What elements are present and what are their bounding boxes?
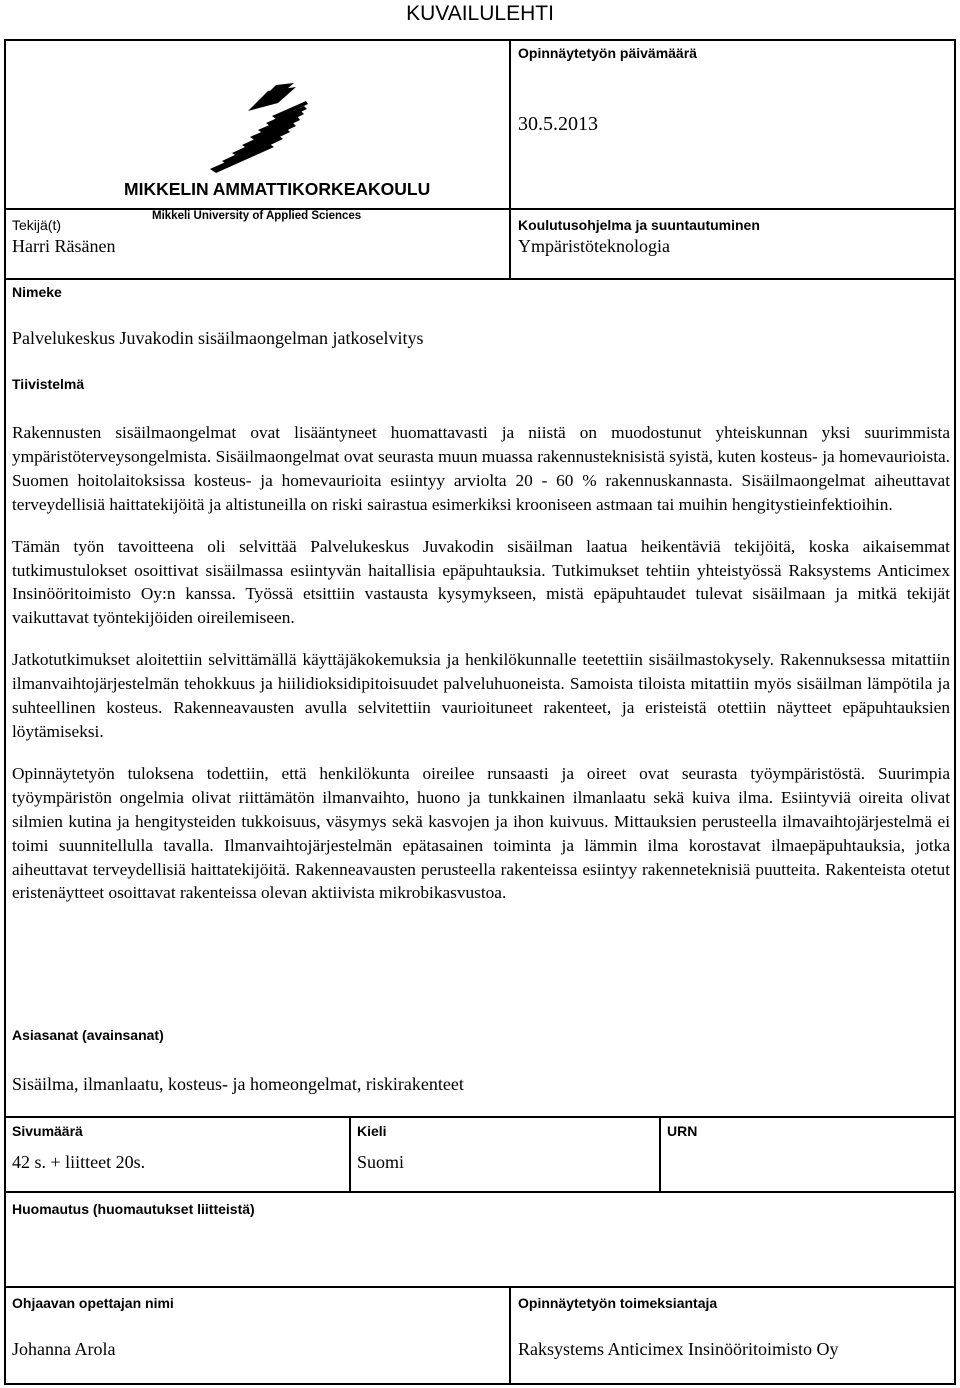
language-value: Suomi xyxy=(357,1152,405,1172)
title-label: Nimeke xyxy=(12,284,62,300)
urn-label: URN xyxy=(667,1123,698,1139)
logo-graphic xyxy=(118,81,431,226)
abstract-paragraph: Tämän työn tavoitteena oli selvittää Palvelukeskus Juvakodin sisäilman laatua heikentäviä tekijöitä, koska aikaisemmat tutkimustulokset osoittivat sisäilmassa esiintyvän haitallisia epäpuhtauksia. Tutkimukset tehtiin yhteistyössä Raksystems Anticimex Insinööritoimisto Oy:n kanssa. Työssä etsittiin vastausta kysymykseen, mistä epäpuhtaudet tulevat sisäilmaan ja mitkä tekijät vaikuttavat työntekijöiden oireilemiseen. xyxy=(12,536,950,628)
date-label: Opinnäytetyön päivämäärä xyxy=(518,45,697,61)
logo-org-name-en: Mikkeli University of Applied Sciences xyxy=(152,210,362,222)
commissioner-value: Raksystems Anticimex Insinööritoimisto Oy xyxy=(518,1339,839,1359)
description-form xyxy=(4,39,956,1385)
program-label: Koulutusohjelma ja suuntautuminen xyxy=(518,217,760,233)
divider-pages-lang xyxy=(349,1116,351,1191)
divider-h3 xyxy=(6,1116,954,1118)
divider-lang-urn xyxy=(659,1116,661,1191)
abstract-body xyxy=(12,421,950,923)
keywords-label: Asiasanat (avainsanat) xyxy=(12,1027,164,1043)
keywords-value: Sisäilma, ilmanlaatu, kosteus- ja homeongelmat, riskirakenteet xyxy=(12,1074,464,1094)
program-value: Ympäristöteknologia xyxy=(518,236,670,256)
pages-label: Sivumäärä xyxy=(12,1123,83,1139)
pages-value: 42 s. + liitteet 20s. xyxy=(12,1152,146,1172)
divider-h4 xyxy=(6,1191,954,1193)
supervisor-label: Ohjaavan opettajan nimi xyxy=(12,1295,174,1311)
abstract-paragraph: Rakennusten sisäilmaongelmat ovat lisääntyneet huomattavasti ja niistä on muodostunut yhteiskunnan yksi suurimmista ympäristöterveysongelmista. Sisäilmaongelmat ovat seurasta muun muassa rakennusteknisistä syistä, kuten kosteus- ja homevaurioista. Suomen hoitolaitoksissa kosteus- ja homevaurioita esiintyy arviolta 20 - 60 % rakennuskannasta. Sisäilmaongelmat aiheuttavat terveydellisiä haittatekijöitä ja altistuneilla on riski sairastua esimerkiksi krooniseen astmaan tai muihin hengitystieinfektioihin. xyxy=(12,423,950,514)
title-value: Palvelukeskus Juvakodin sisäilmaongelman jatkoselvitys xyxy=(12,328,424,348)
supervisor-value: Johanna Arola xyxy=(12,1339,116,1359)
abstract-label: Tiivistelmä xyxy=(12,376,85,392)
divider-top xyxy=(509,41,511,280)
divider-h5 xyxy=(6,1286,954,1288)
divider-h1 xyxy=(6,208,954,210)
commissioner-label: Opinnäytetyön toimeksiantaja xyxy=(518,1295,718,1311)
author-label: Tekijä(t) xyxy=(12,217,62,233)
date-value: 30.5.2013 xyxy=(518,113,598,135)
page-title: KUVAILULEHTI xyxy=(406,2,554,25)
divider-bottom xyxy=(509,1286,511,1383)
logo-org-name: MIKKELIN AMMATTIKORKEAKOULU xyxy=(124,179,431,199)
author-value: Harri Räsänen xyxy=(12,236,116,256)
language-label: Kieli xyxy=(357,1123,387,1139)
university-logo xyxy=(118,81,431,226)
divider-h2 xyxy=(6,278,954,280)
abstract-paragraph: Opinnäytetyön tuloksena todettiin, että henkilökunta oireilee runsaasti ja oireet ovat seurasta työympäristöstä. Suurimpia työympäristön ongelmia olivat riittämätön ilmanvaihto, huono ja tunkkainen ilmanlaatu sekä kuiva ilma. Esiintyviä oireita olivat silmien kutina ja hengitysteiden tukkoisuus, väsymys sekä kasvojen ja ihon kuivuus. Mittauksien perusteella ilmavaihtojärjestelmä ei toimi suunnitellulla tavalla. Ilmanvaihtojärjestelmän epätasainen toiminta ja lämmin ilma korostavat ilmaepäpuhtauksia, jotka aiheuttavat terveydellisiä haittatekijöitä. Rakenneavausten perusteella rakenteissa esiintyy rakenneteknisiä puutteita. Rakenteista otetut eristenäytteet osoittavat rakenteissa olevan aktiivista mikrobikasvustoa. xyxy=(12,763,950,903)
notes-label: Huomautus (huomautukset liitteistä) xyxy=(12,1201,255,1217)
abstract-paragraph: Jatkotutkimukset aloitettiin selvittämällä käyttäjäkokemuksia ja henkilökunnalle teetettiin sisäilmastokysely. Rakennuksessa mitattiin ilmanvaihtojärjestelmän tehokkuus ja hiilidioksidipitoisuudet palveluhuoneista. Samoista tiloista mitattiin myös sisäilman lämpötila ja suhteellinen kosteus. Rakenneavausten avulla selvitettiin vaurioituneet rakenteet, ja eristeistä otettiin näytteet epäpuhtauksien löytämiseksi. xyxy=(12,650,950,741)
